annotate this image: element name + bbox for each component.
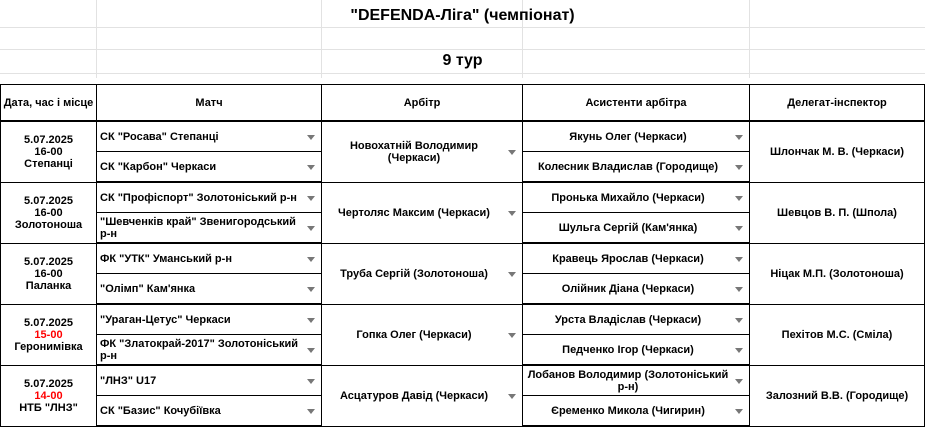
assistant-1-name: Лобанов Володимир (Золотоніський р-н): [527, 368, 729, 393]
header-referee: Арбітр: [322, 85, 523, 122]
home-team: СК "Росава" Степанці: [100, 130, 219, 143]
dropdown-arrow-icon[interactable]: [735, 379, 743, 384]
header-row: [1, 85, 925, 122]
match-date: 5.07.2025: [24, 377, 73, 390]
dropdown-arrow-icon[interactable]: [735, 257, 743, 262]
assistant-1-cell[interactable]: [523, 365, 750, 396]
assistant-2-cell[interactable]: [523, 396, 750, 427]
match-time: 14-00: [34, 389, 63, 402]
table-row: [1, 365, 925, 396]
referee-name: Труба Сергій (Золотоноша): [340, 267, 488, 280]
dropdown-arrow-icon[interactable]: [735, 409, 743, 414]
table-row: [1, 304, 925, 335]
home-team-cell[interactable]: [97, 243, 322, 274]
match-time: 16-00: [34, 206, 63, 219]
dropdown-arrow-icon[interactable]: [307, 379, 315, 384]
dropdown-arrow-icon[interactable]: [735, 226, 743, 231]
date-time-place-cell: [1, 243, 97, 304]
match-place: Золотоноша: [14, 218, 83, 231]
away-team: "Олімп" Кам'янка: [100, 282, 196, 295]
date-time-place-cell: [1, 121, 97, 182]
referee-cell[interactable]: [322, 365, 523, 426]
assistant-1-cell[interactable]: [523, 243, 750, 274]
home-team-cell[interactable]: [97, 121, 322, 152]
round-title: 9 тур: [442, 52, 483, 69]
match-place: Паланка: [25, 279, 72, 292]
dropdown-arrow-icon[interactable]: [307, 135, 315, 140]
referee-name: Новохатній Володимир (Черкаси): [349, 139, 479, 164]
dropdown-arrow-icon[interactable]: [735, 348, 743, 353]
match-place: НТБ "ЛНЗ": [19, 401, 78, 414]
away-team: СК "Базис" Кочубіївка: [100, 404, 221, 417]
referee-cell[interactable]: [322, 182, 523, 243]
header-date: Дата, час і місце: [1, 85, 97, 122]
dropdown-arrow-icon[interactable]: [307, 287, 315, 292]
header-assistants: Асистенти арбітра: [523, 85, 750, 122]
gridline: [0, 27, 925, 28]
dropdown-arrow-icon[interactable]: [735, 196, 743, 201]
assistant-1-name: Урста Владіслав (Черкаси): [554, 313, 702, 326]
assistant-1-name: Пронька Михайло (Черкаси): [551, 191, 705, 204]
dropdown-arrow-icon[interactable]: [735, 135, 743, 140]
schedule-table: [0, 84, 925, 427]
gridline: [0, 73, 925, 74]
referee-cell[interactable]: [322, 121, 523, 182]
assistant-2-name: Олійник Діана (Черкаси): [561, 282, 695, 295]
match-date: 5.07.2025: [24, 194, 73, 207]
away-team-cell[interactable]: [97, 274, 322, 305]
home-team-cell[interactable]: [97, 182, 322, 213]
delegate-cell: [750, 182, 925, 243]
delegate-cell: [750, 304, 925, 365]
table-row: [1, 243, 925, 274]
dropdown-arrow-icon[interactable]: [307, 165, 315, 170]
assistant-2-name: Шульга Сергій (Кам'янка): [558, 221, 698, 234]
match-place: Степанці: [24, 157, 73, 170]
header-delegate: Делегат-інспектор: [750, 85, 925, 122]
assistant-2-name: Єременко Микола (Чигирин): [551, 404, 705, 417]
dropdown-arrow-icon[interactable]: [307, 409, 315, 414]
dropdown-arrow-icon[interactable]: [735, 165, 743, 170]
home-team: "ЛНЗ" U17: [100, 374, 157, 387]
delegate-name: Залозний В.В. (Городище): [765, 389, 909, 402]
match-date: 5.07.2025: [24, 255, 73, 268]
assistant-2-cell[interactable]: [523, 213, 750, 244]
assistant-1-name: Якунь Олег (Черкаси): [569, 130, 687, 143]
home-team-cell[interactable]: [97, 304, 322, 335]
assistant-2-cell[interactable]: [523, 152, 750, 183]
delegate-name: Шлончак М. В. (Черкаси): [769, 145, 905, 158]
home-team-cell[interactable]: [97, 365, 322, 396]
delegate-cell: [750, 121, 925, 182]
dropdown-arrow-icon[interactable]: [307, 257, 315, 262]
dropdown-arrow-icon[interactable]: [307, 348, 315, 353]
match-time: 16-00: [34, 145, 63, 158]
delegate-name: Ніцак М.П. (Золотоноша): [770, 267, 904, 280]
home-team: "Ураган-Цетус" Черкаси: [100, 313, 231, 326]
date-time-place-cell: [1, 182, 97, 243]
away-team-cell[interactable]: [97, 335, 322, 366]
assistant-2-name: Педченко Ігор (Черкаси): [562, 343, 694, 356]
match-time: 15-00: [34, 328, 63, 341]
match-date: 5.07.2025: [24, 133, 73, 146]
dropdown-arrow-icon[interactable]: [735, 287, 743, 292]
match-time: 16-00: [34, 267, 63, 280]
dropdown-arrow-icon[interactable]: [307, 318, 315, 323]
away-team: "Шевченків край" Звенигородський р-н: [100, 215, 296, 240]
dropdown-arrow-icon[interactable]: [307, 196, 315, 201]
assistant-2-cell[interactable]: [523, 274, 750, 305]
away-team-cell[interactable]: [97, 152, 322, 183]
dropdown-arrow-icon[interactable]: [508, 211, 516, 216]
dropdown-arrow-icon[interactable]: [735, 318, 743, 323]
table-row: [1, 121, 925, 152]
match-place: Геронимівка: [14, 340, 83, 353]
header-match: Матч: [97, 85, 322, 122]
away-team: ФК "Златокрай-2017" Золотоніський р-н: [100, 337, 299, 362]
delegate-name: Пехітов М.С. (Сміла): [781, 328, 893, 341]
away-team-cell[interactable]: [97, 213, 322, 244]
away-team: СК "Карбон" Черкаси: [100, 160, 217, 173]
away-team-cell[interactable]: [97, 396, 322, 427]
assistant-1-name: Кравець Ярослав (Черкаси): [552, 252, 704, 265]
assistant-1-cell[interactable]: [523, 121, 750, 152]
date-time-place-cell: [1, 365, 97, 426]
delegate-cell: [750, 243, 925, 304]
date-time-place-cell: [1, 304, 97, 365]
dropdown-arrow-icon[interactable]: [508, 272, 516, 277]
delegate-name: Шевцов В. П. (Шпола): [777, 206, 897, 219]
assistant-2-cell[interactable]: [523, 335, 750, 366]
delegate-cell: [750, 365, 925, 426]
referee-name: Гопка Олег (Черкаси): [356, 328, 472, 341]
assistant-1-cell[interactable]: [523, 304, 750, 335]
dropdown-arrow-icon[interactable]: [307, 226, 315, 231]
table-row: [1, 182, 925, 213]
referee-cell[interactable]: [322, 243, 523, 304]
referee-name: Асцатуров Давід (Черкаси): [339, 389, 489, 402]
referee-cell[interactable]: [322, 304, 523, 365]
dropdown-arrow-icon[interactable]: [508, 394, 516, 399]
home-team: СК "Профіспорт" Золотоніський р-н: [100, 191, 297, 204]
referee-name: Чертоляс Максим (Черкаси): [338, 206, 490, 219]
dropdown-arrow-icon[interactable]: [508, 150, 516, 155]
match-date: 5.07.2025: [24, 316, 73, 329]
assistant-2-name: Колесник Владислав (Городище): [537, 160, 719, 173]
home-team: ФК "УТК" Уманський р-н: [100, 252, 232, 265]
assistant-1-cell[interactable]: [523, 182, 750, 213]
page-title: "DEFENDA-Ліга" (чемпіонат): [350, 7, 575, 24]
dropdown-arrow-icon[interactable]: [508, 333, 516, 338]
